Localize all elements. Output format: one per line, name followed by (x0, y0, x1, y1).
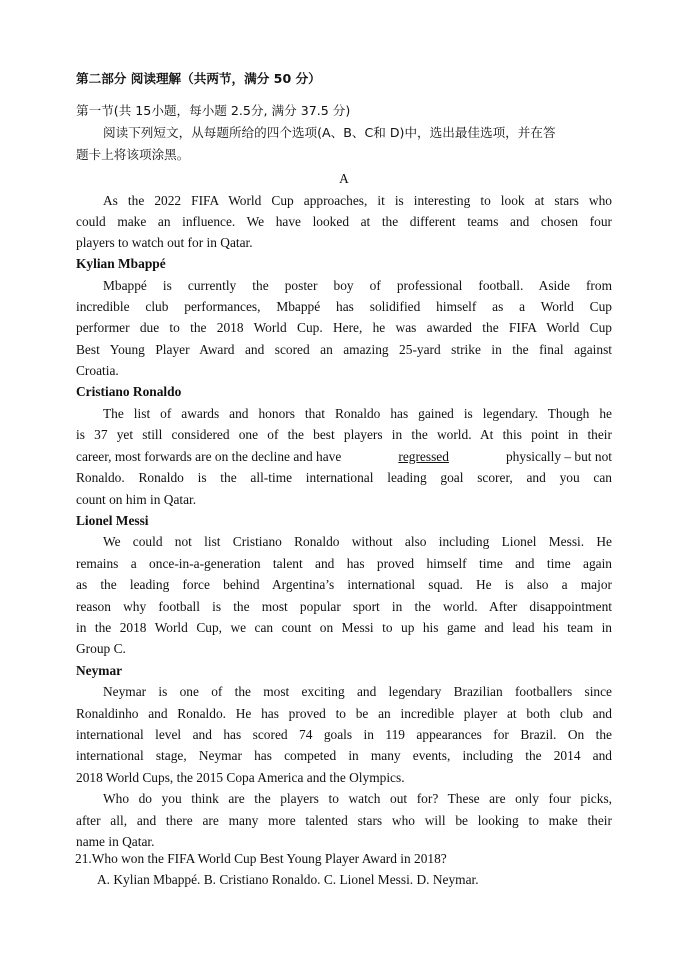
section-title: 第一节(共 15小题，每小题 2.5分, 满分 37.5 分) (76, 103, 351, 118)
paragraph-line: Mbappé is currently the poster boy of professional football. Aside from (103, 278, 612, 293)
player-heading-mbappe: Kylian Mbappé (76, 256, 166, 271)
part-title: 第二部分 阅读理解（共两节，满分 50 分） (76, 71, 321, 86)
paragraph-line: 2018 World Cups, the 2015 Copa America and the Olympics. (76, 770, 405, 785)
paragraph-line: Ronaldinho and Ronaldo. He has proved to be an incredible player at both club and (76, 706, 612, 721)
paragraph-line: incredible club performances, Mbappé has solidified himself as a World Cup (76, 299, 612, 314)
paragraph-line: Neymar is one of the most exciting and legendary Brazilian footballers since (103, 684, 612, 699)
closing-line: Who do you think are the players to watch out for? These are only four picks, (103, 791, 612, 806)
paragraph-line: is 37 yet still considered one of the best players in the world. At this point in their (76, 427, 612, 442)
paragraph-line: as the leading force behind Argentina’s international squad. He is also a major (76, 577, 612, 592)
paragraph-line: in the 2018 World Cup, we can count on Messi to up his game and lead his team in (76, 620, 612, 635)
paragraph-line: reason why football is the most popular sport in the world. After disappointment (76, 599, 612, 614)
intro-line: As the 2022 FIFA World Cup approaches, it is interesting to look at stars who (103, 193, 612, 208)
closing-line: name in Qatar. (76, 834, 155, 849)
player-heading-neymar: Neymar (76, 663, 123, 678)
question-stem: 21.Who won the FIFA World Cup Best Young Player Award in 2018? (75, 851, 447, 866)
closing-line: after all, and there are many more talented stars who will be looking to make their (76, 813, 612, 828)
question-options: A. Kylian Mbappé. B. Cristiano Ronaldo. C. Lionel Messi. D. Neymar. (97, 872, 479, 887)
intro-line: players to watch out for in Qatar. (76, 235, 253, 250)
passage-label: A (339, 171, 349, 186)
paragraph-line (76, 446, 612, 467)
paragraph-line: performer due to the 2018 World Cup. Here, he was awarded the FIFA World Cup (76, 320, 612, 335)
player-heading-messi: Lionel Messi (76, 513, 149, 528)
player-heading-ronaldo: Cristiano Ronaldo (76, 384, 182, 399)
paragraph-line: international stage, Neymar has competed in many events, including the 2014 and (76, 748, 612, 763)
intro-line: could make an influence. We have looked at the different teams and chosen four (76, 214, 612, 229)
paragraph-line: The list of awards and honors that Ronaldo has gained is legendary. Though he (103, 406, 612, 421)
paragraph-line: Best Young Player Award and scored an amazing 25-yard strike in the final against (76, 342, 612, 357)
paragraph-line: Croatia. (76, 363, 119, 378)
text-segment: career, most forwards are on the decline and have (76, 449, 342, 464)
paragraph-line: We could not list Cristiano Ronaldo without also including Lionel Messi. He (103, 534, 612, 549)
paragraph-line: Group C. (76, 641, 126, 656)
text-segment: physically – but not (505, 449, 612, 464)
paragraph-line: count on him in Qatar. (76, 492, 197, 507)
paragraph-line: remains a once-in-a-generation talent and has proved himself time and time again (76, 556, 612, 571)
paragraph-line: international level and has scored 74 goals in 119 appearances for Brazil. On the (76, 727, 612, 742)
instruction-line-2: 题卡上将该项涂黑。 (76, 147, 190, 162)
underlined-word-regressed: regressed (398, 449, 449, 464)
paragraph-line: Ronaldo. Ronaldo is the all-time international leading goal scorer, and you can (76, 470, 612, 485)
instruction-line-1: 阅读下列短文，从每题所给的四个选项(A、B、C和 D)中，选出最佳选项，并在答 (103, 125, 556, 140)
